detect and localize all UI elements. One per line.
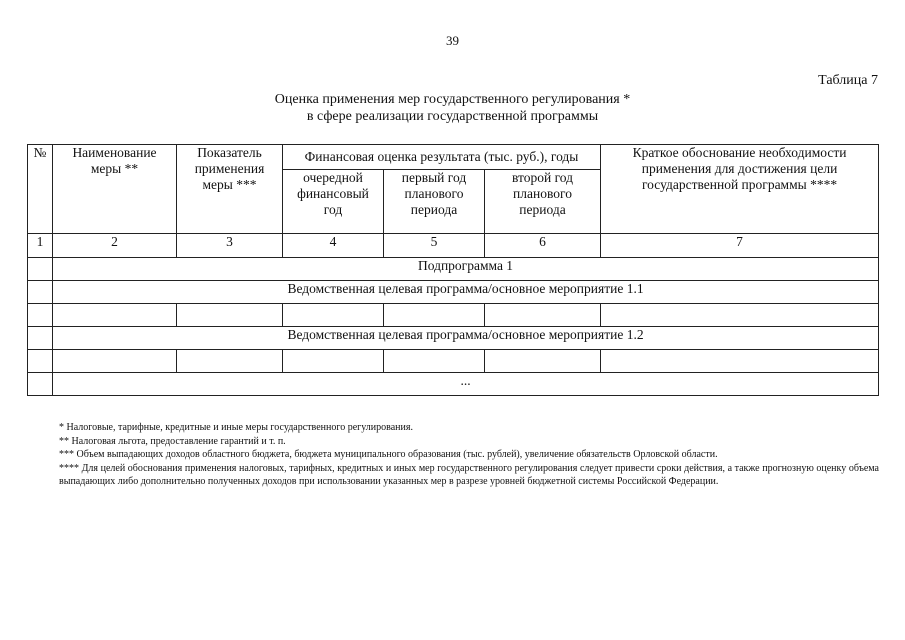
- title-line-1: Оценка применения мер государственного регулирования *: [274, 92, 631, 107]
- row-num-cell: [28, 373, 53, 396]
- column-number: 7: [601, 234, 879, 258]
- program-1-2-label: Ведомственная целевая программа/основное мероприятие 1.2: [53, 327, 879, 350]
- header-second-plan-year: второй год планового периода: [485, 170, 601, 234]
- table-cell: [53, 350, 177, 373]
- ellipsis-label: ...: [53, 373, 879, 396]
- table-cell: [601, 304, 879, 327]
- column-number: 2: [53, 234, 177, 258]
- table-title: [0, 91, 905, 125]
- subprogram-row: [28, 258, 879, 281]
- table-cell: [177, 350, 283, 373]
- header-num: №: [28, 145, 53, 234]
- header-name: Наименование меры **: [53, 145, 177, 234]
- column-number: 5: [384, 234, 485, 258]
- table-cell: [53, 304, 177, 327]
- table-cell: [485, 350, 601, 373]
- header-row-top: [28, 145, 879, 170]
- table-cell: [283, 304, 384, 327]
- title-line-2: в сфере реализации государственной программы: [306, 109, 599, 124]
- table-cell: [384, 304, 485, 327]
- table-label: Таблица 7: [818, 73, 878, 88]
- footnote-2: ** Налоговая льгота, предоставление гарантий и т. п.: [59, 435, 286, 447]
- column-number: 4: [283, 234, 384, 258]
- program-1-1-row: [28, 281, 879, 304]
- table-cell: [283, 350, 384, 373]
- table-row: [28, 304, 879, 327]
- page-number: 39: [446, 33, 459, 48]
- header-indicator: Показатель применения меры ***: [177, 145, 283, 234]
- table-cell: [485, 304, 601, 327]
- ellipsis-row: [28, 373, 879, 396]
- footnotes: [59, 421, 879, 489]
- column-number: 1: [28, 234, 53, 258]
- subprogram-label: Подпрограмма 1: [53, 258, 879, 281]
- table-cell: [177, 304, 283, 327]
- table-cell: [28, 350, 53, 373]
- header-justification: Краткое обоснование необходимости применения для достижения цели государственной программы ****: [601, 145, 879, 234]
- program-1-2-row: [28, 327, 879, 350]
- column-number: 3: [177, 234, 283, 258]
- table-cell: [601, 350, 879, 373]
- program-1-1-label: Ведомственная целевая программа/основное мероприятие 1.1: [53, 281, 879, 304]
- row-num-cell: [28, 327, 53, 350]
- header-financial: Финансовая оценка результата (тыс. руб.), годы: [283, 145, 601, 170]
- footnote-3: *** Объем выпадающих доходов областного бюджета, бюджета муниципального образования (тыс. рублей), увеличение обязательств Орловской области.: [59, 449, 718, 460]
- regulation-table: [27, 144, 879, 396]
- footnote-1: * Налоговые, тарифные, кредитные и иные меры государственного регулирования.: [59, 422, 413, 433]
- row-num-cell: [28, 258, 53, 281]
- table-cell: [28, 304, 53, 327]
- row-num-cell: [28, 281, 53, 304]
- column-number: 6: [485, 234, 601, 258]
- footnote-4: **** Для целей обоснования применения налоговых, тарифных, кредитных и иных мер государственного регулирования следует привести сроки действия, а также прогнозную оценку объема выпадающих либо дополнительно полученных доходов при использовании указанных мер в разрезе уровней бюджетной системы Российской Федерации.: [59, 462, 879, 487]
- column-number-row: [28, 234, 879, 258]
- table-cell: [384, 350, 485, 373]
- table-row: [28, 350, 879, 373]
- header-first-plan-year: первый год планового периода: [384, 170, 485, 234]
- header-current-year: очередной финансовый год: [283, 170, 384, 234]
